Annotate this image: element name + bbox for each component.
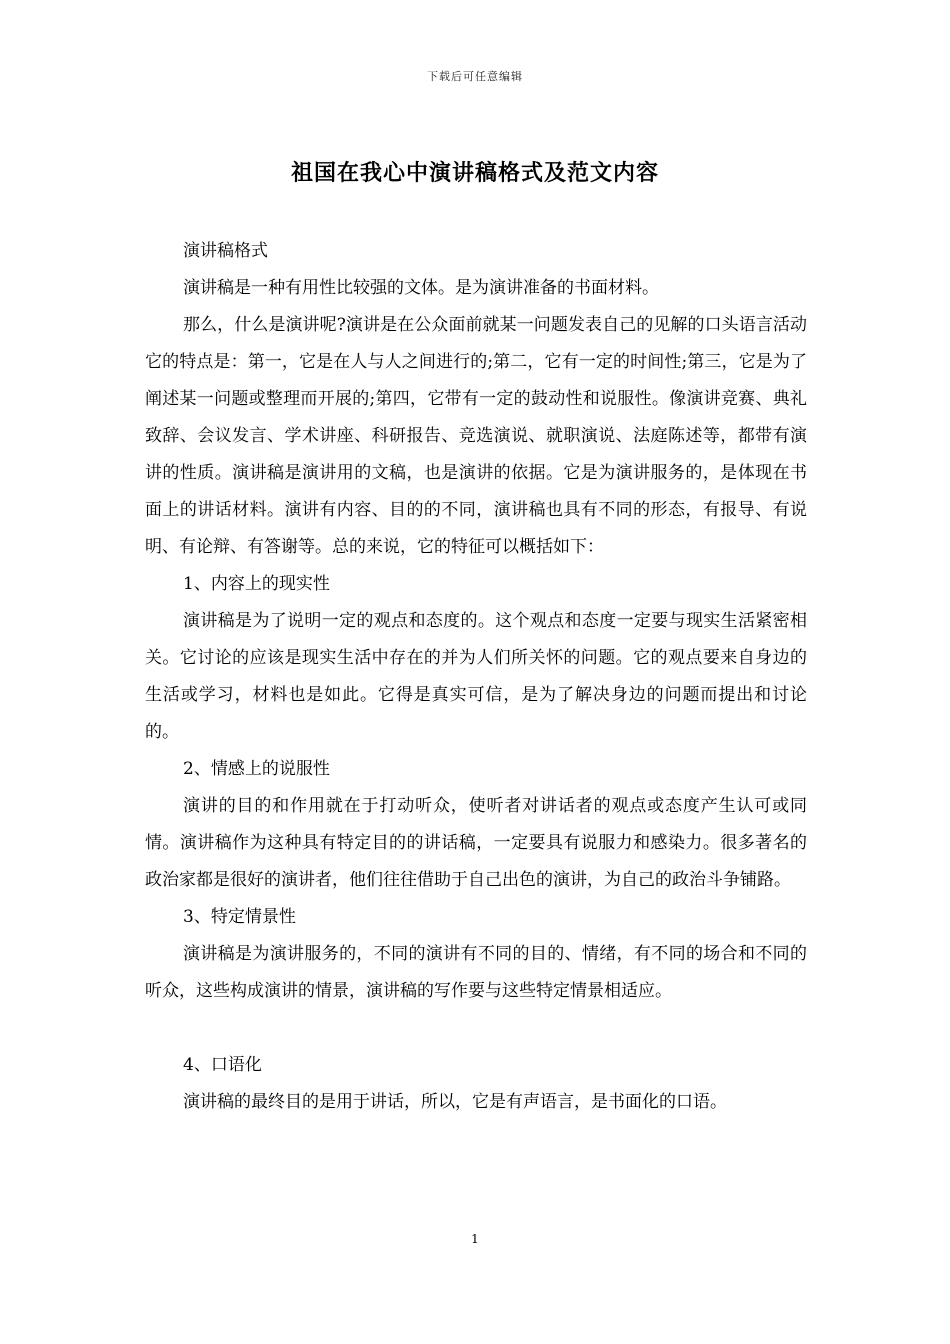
- document-title: 祖国在我心中演讲稿格式及范文内容: [290, 160, 659, 186]
- paragraph-intro: 演讲稿是一种有用性比较强的文体。是为演讲准备的书面材料。: [183, 278, 659, 298]
- paragraph-oral: 演讲稿的最终目的是用于讲话，所以，它是有声语言，是书面化的口语。: [183, 1092, 727, 1112]
- section-heading-format: 演讲稿格式: [183, 241, 268, 261]
- paragraph-situation: 演讲稿是为演讲服务的，不同的演讲有不同的目的、情绪，有不同的场合和不同的听众，这些构成演讲的情景，演讲稿的写作要与这些特定情景相适应。: [145, 944, 807, 1001]
- list-heading-4: 4、口语化: [183, 1055, 262, 1075]
- paragraph-what-is-speech: 那么，什么是演讲呢?演讲是在公众面前就某一问题发表自己的见解的口头语言活动它的特点是：第一，它是在人与人之间进行的;第二，它有一定的时间性;第三，它是为了阐述某一问题或整理而开展的;第四，它带有一定的鼓动性和说服性。像演讲竞赛、典礼致辞、会议发言、学术讲座、科研报告、竞选演说、就职演说、法庭陈述等，都带有演讲的性质。演讲稿是演讲用的文稿，也是演讲的依据。它是为演讲服务的，是体现在书面上的讲话材料。演讲有内容、目的的不同，演讲稿也具有不同的形态，有报导、有说明、有论辩、有答谢等。总的来说，它的特征可以概括如下：: [145, 315, 807, 557]
- document-body: [145, 233, 807, 1121]
- list-heading-3: 3、特定情景性: [183, 907, 296, 927]
- page-number: 1: [471, 1232, 479, 1246]
- list-heading-1: 1、内容上的现实性: [183, 574, 330, 594]
- list-heading-2: 2、情感上的说服性: [183, 759, 330, 779]
- paragraph-reality: 演讲稿是为了说明一定的观点和态度的。这个观点和态度一定要与现实生活紧密相关。它讨论的应该是现实生活中存在的并为人们所关怀的问题。它的观点要来自身边的生活或学习，材料也是如此。它得是真实可信，是为了解决身边的问题而提出和讨论的。: [145, 611, 807, 742]
- header-note: 下载后可任意编辑: [427, 70, 523, 83]
- paragraph-persuasion: 演讲的目的和作用就在于打动听众，使听者对讲话者的观点或态度产生认可或同情。演讲稿作为这种具有特定目的的讲话稿，一定要具有说服力和感染力。很多著名的政治家都是很好的演讲者，他们往往借助于自己出色的演讲，为自己的政治斗争铺路。: [145, 796, 807, 890]
